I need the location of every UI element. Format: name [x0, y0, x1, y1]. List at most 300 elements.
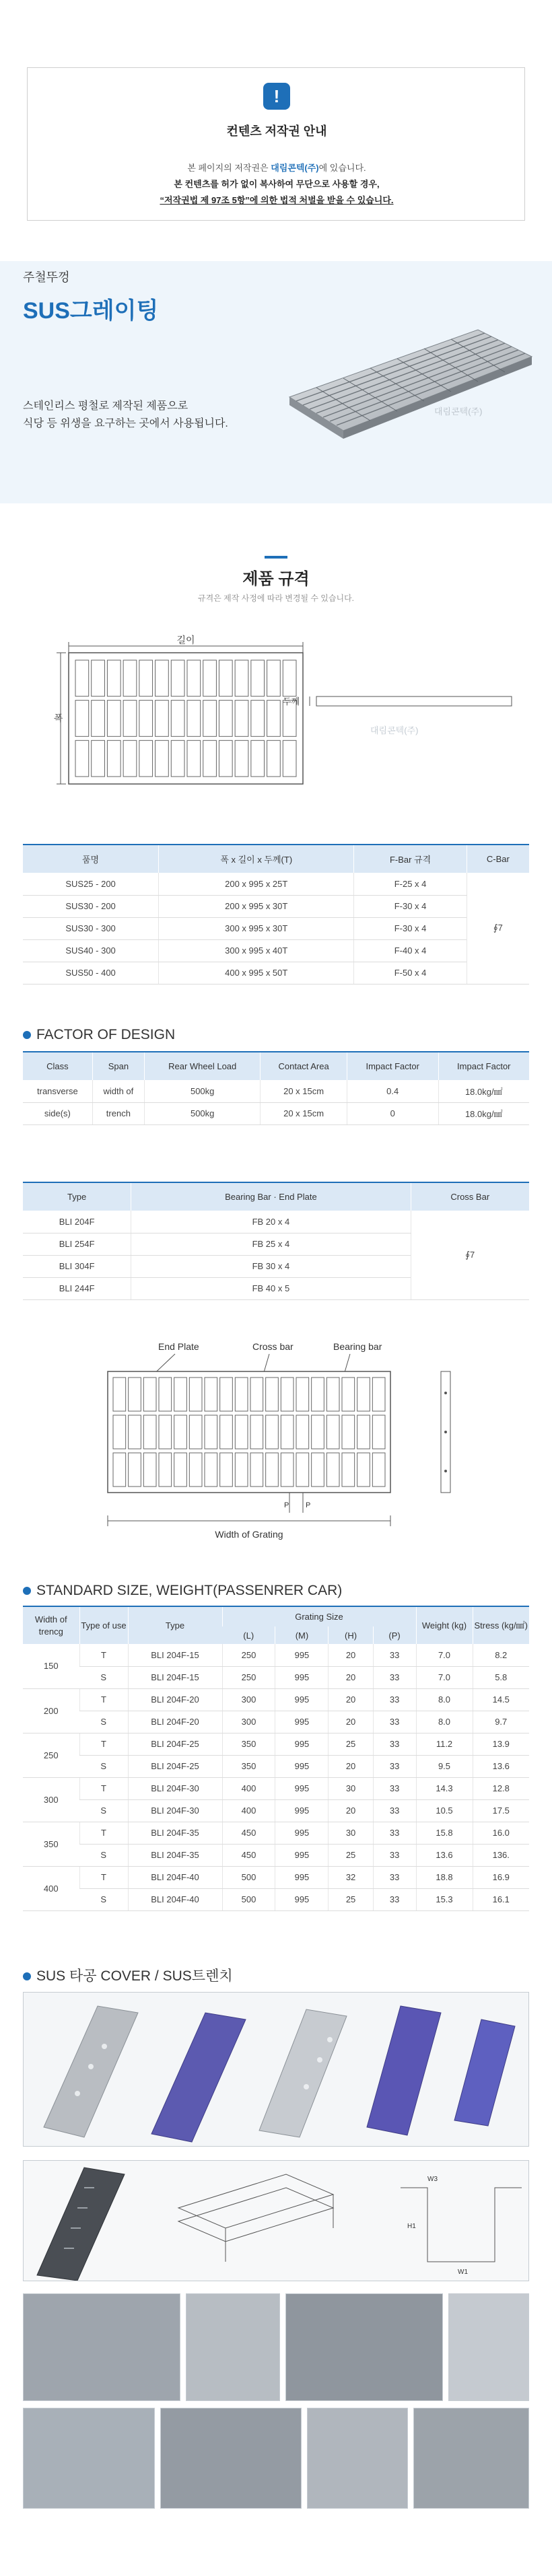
installation-photo-4: [448, 2293, 529, 2401]
table-cell: BLI 204F-15: [128, 1644, 222, 1666]
grating-slot: [312, 1453, 324, 1487]
installation-photo-5: [23, 2408, 155, 2509]
table-cell: BLI 204F-20: [128, 1688, 222, 1711]
grating-slot: [171, 660, 184, 696]
installation-photo-3: [285, 2293, 443, 2401]
grating-slot: [267, 701, 281, 737]
table-header-cell: 폭 x 길이 x 두께(T): [159, 845, 354, 873]
table-cell: 300 x 995 x 30T: [159, 917, 354, 939]
grating-slot: [159, 1453, 172, 1487]
hero-watermark: 대림콘텍(주): [434, 406, 483, 417]
table-row: [23, 1755, 529, 1777]
table-cell: 350: [222, 1755, 275, 1777]
table-cell: 8.0: [416, 1711, 473, 1733]
p-label-2: P: [306, 1501, 311, 1509]
table-cell: 250: [23, 1733, 79, 1777]
grating-slot: [250, 1415, 263, 1449]
table-header-cell: Impact Factor: [438, 1052, 529, 1080]
table-cell: BLI 204F-30: [128, 1799, 222, 1822]
grating-slot: [372, 1415, 385, 1449]
table-row: [23, 1733, 529, 1755]
table-cell: T: [79, 1688, 128, 1711]
grating-slot: [107, 740, 120, 777]
table-cell: 300: [23, 1777, 79, 1822]
table-header-cell: Rear Wheel Load: [145, 1052, 261, 1080]
table-row: [23, 1080, 529, 1102]
grating-slot: [75, 740, 89, 777]
grating-slot: [312, 1378, 324, 1411]
grating-slot: [219, 740, 232, 777]
table-cell: 15.8: [416, 1822, 473, 1844]
table-row: [23, 1777, 529, 1799]
table-cell: 25: [329, 1888, 373, 1910]
table-cell: F-30 x 4: [354, 895, 467, 917]
table-cell: 20: [329, 1711, 373, 1733]
grating-slot: [326, 1453, 339, 1487]
grating-slot: [281, 1415, 294, 1449]
table-cell: BLI 204F-40: [128, 1888, 222, 1910]
grating-slot: [92, 701, 105, 737]
grating-slot: [187, 701, 201, 737]
table-header-cell: (H): [329, 1626, 373, 1644]
grating-slot: [189, 1378, 202, 1411]
grating-slot: [219, 701, 232, 737]
grating-slot: [174, 1415, 187, 1449]
dim-h: H1: [407, 2223, 416, 2230]
grating-slot: [220, 1453, 233, 1487]
table-cell: 350: [23, 1822, 79, 1866]
table-cell: 18.0kg/㎟: [438, 1080, 529, 1102]
hero-desc-1: 스테인리스 평철로 제작된 제품으로: [23, 400, 188, 412]
table-header-cell: Class: [23, 1052, 92, 1080]
table-cell: 17.5: [473, 1799, 529, 1822]
grating-slot: [174, 1453, 187, 1487]
table-cell: BLI 204F-35: [128, 1822, 222, 1844]
grating-slot: [113, 1453, 126, 1487]
table-cell: 11.2: [416, 1733, 473, 1755]
grating-slot: [75, 701, 89, 737]
table-cell: 500: [222, 1888, 275, 1910]
table-cell: 136.: [473, 1844, 529, 1866]
table-cell: 20 x 15cm: [261, 1102, 347, 1124]
table-cell: 9.7: [473, 1711, 529, 1733]
grating-slot: [357, 1415, 370, 1449]
table-cell: S: [79, 1666, 128, 1688]
table-cell: 30: [329, 1777, 373, 1799]
table-cell: 16.9: [473, 1866, 529, 1888]
bullet-dot: [23, 1031, 31, 1039]
hero-title: SUS그레이팅: [23, 298, 159, 324]
grating-slot: [281, 1378, 294, 1411]
table-cell: 500: [222, 1866, 275, 1888]
table-cell: 14.3: [416, 1777, 473, 1799]
grating-slot: [357, 1453, 370, 1487]
grating-slot: [220, 1378, 233, 1411]
table-cell: 200 x 995 x 25T: [159, 873, 354, 895]
grating-slot: [129, 1415, 141, 1449]
table-row: [23, 1711, 529, 1733]
table-cell: 450: [222, 1844, 275, 1866]
table-cell: 995: [275, 1688, 329, 1711]
grating-slot: [203, 701, 217, 737]
grating-slot: [107, 701, 120, 737]
table-header-cell: Cross Bar: [411, 1182, 529, 1211]
table-cell: 33: [373, 1733, 416, 1755]
grating-slot: [326, 1378, 339, 1411]
table-cell: BLI 204F: [23, 1211, 131, 1233]
grating-slot: [123, 660, 137, 696]
table-cell: 500kg: [145, 1102, 261, 1124]
grating-slot: [357, 1378, 370, 1411]
grating-slot: [266, 1378, 279, 1411]
table-cell: T: [79, 1777, 128, 1799]
width-of-grating-label: Width of Grating: [215, 1529, 283, 1540]
grating-slot: [92, 660, 105, 696]
grating-slot: [75, 660, 89, 696]
grating-slot: [205, 1415, 217, 1449]
length-label: 길이: [176, 635, 195, 645]
table-cell: 7.0: [416, 1644, 473, 1666]
installation-photo-2: [186, 2293, 280, 2401]
grating-slot: [312, 1415, 324, 1449]
installation-photo-6: [160, 2408, 302, 2509]
grating-slot: [235, 740, 248, 777]
table-cell: 20: [329, 1688, 373, 1711]
standard-table: Width of trencg Type of use Type Grating Size Weight (kg) Stress (kg/㎟) (L) (M) (H) (P) 150 T BLI 204F-15 250 995 20 33 7.0 8.2 S BLI 204F-15 250 995 20 33 7.0 5.8 200 T BLI 204F-20 300 995 20 33 8.0 14.5 S BLI 204F-20 300 995 20 33 8.0 9.7 250 T BLI 204F-25 350 995 25 33 11.2 13.9 S BLI 204F-25 350 995 20 33 9.5 13.6 300 T BLI 204F-30 400 995 30 33 14.3 12.8 S BLI 204F-30 400 995 20 33 10.5 17.5 350 T BLI 204F-35 450 995 30 33 15.8 16.0 S BLI 204F-35 450 995 25 33 13.6 136. 400 T BLI 204F-40 500 995 32 33 18.8 16.9 S BLI 204F-40 500 995 25 33 15.3 16.1: [23, 1606, 529, 1911]
table-cell: 33: [373, 1666, 416, 1688]
table-cell: transverse: [23, 1080, 92, 1102]
grating-slot: [203, 660, 217, 696]
table-cell: 995: [275, 1844, 329, 1866]
grating-slot: [171, 740, 184, 777]
grating-slot: [250, 1453, 263, 1487]
grating-slot: [326, 1415, 339, 1449]
table-cell: 300 x 995 x 40T: [159, 939, 354, 962]
grating-slot: [267, 660, 281, 696]
copyright-notice: [27, 67, 525, 221]
grating-slot: [205, 1378, 217, 1411]
table-cell: SUS40 - 300: [23, 939, 159, 962]
grating-slot: [251, 701, 265, 737]
type-table: [23, 1182, 529, 1300]
grating-slot: [266, 1453, 279, 1487]
table-row: [23, 1844, 529, 1866]
section-bar: [265, 556, 287, 559]
table-cell: 995: [275, 1777, 329, 1799]
spec-table: [23, 844, 529, 985]
table-header-cell: C-Bar: [467, 845, 529, 873]
table-cell: BLI 304F: [23, 1255, 131, 1277]
grating-slot: [139, 701, 153, 737]
table-header-cell: (L): [222, 1626, 275, 1644]
table-cell: BLI 204F-20: [128, 1711, 222, 1733]
table-cell: S: [79, 1844, 128, 1866]
table-cell: BLI 204F-35: [128, 1844, 222, 1866]
grating-slot: [123, 740, 137, 777]
table-header-cell: Bearing Bar · End Plate: [131, 1182, 411, 1211]
table-cell: T: [79, 1733, 128, 1755]
hero-subtitle: 주철뚜껑: [23, 271, 70, 284]
grating-slot: [283, 660, 296, 696]
table-row: [23, 895, 529, 917]
grating-slot: [342, 1453, 355, 1487]
table-cell: FB 20 x 4: [131, 1211, 411, 1233]
table-cell: SUS50 - 400: [23, 962, 159, 984]
grating-slot: [129, 1453, 141, 1487]
grating-slot: [235, 660, 248, 696]
p-label-1: P: [284, 1501, 289, 1509]
table-row: [23, 873, 529, 895]
table-cell: 500kg: [145, 1080, 261, 1102]
grating-slot: [139, 660, 153, 696]
table-header-cell: 품명: [23, 845, 159, 873]
table-cell: 10.5: [416, 1799, 473, 1822]
table-header-cell: Type: [23, 1182, 131, 1211]
table-row: [23, 1688, 529, 1711]
table-cell: BLI 254F: [23, 1233, 131, 1255]
grating-slot: [296, 1453, 309, 1487]
table-cell: 33: [373, 1688, 416, 1711]
copyright-line3: “저작권법 제 97조 5항”에 의한 법적 처벌을 받을 수 있습니다.: [160, 195, 394, 205]
grating-slot: [251, 740, 265, 777]
table-cell: T: [79, 1644, 128, 1666]
table-cell: BLI 204F-25: [128, 1755, 222, 1777]
installation-photo-1: [23, 2293, 180, 2401]
grating-slot: [250, 1378, 263, 1411]
table-cell: 450: [222, 1822, 275, 1844]
table-cell: T: [79, 1866, 128, 1888]
table-cell: BLI 204F-40: [128, 1866, 222, 1888]
table-cell: 995: [275, 1822, 329, 1844]
table-cell: SUS30 - 300: [23, 917, 159, 939]
table-row: [23, 1102, 529, 1124]
table-header-cell: (M): [275, 1626, 329, 1644]
table-cell: 33: [373, 1822, 416, 1844]
grating-slot: [342, 1415, 355, 1449]
table-cell: 20: [329, 1755, 373, 1777]
table-cell: 20 x 15cm: [261, 1080, 347, 1102]
table-cell: 15.3: [416, 1888, 473, 1910]
table-cell: 250: [222, 1644, 275, 1666]
grating-slot: [189, 1453, 202, 1487]
grating-slot: [296, 1415, 309, 1449]
table-cell: 150: [23, 1644, 79, 1688]
table-cell: 13.9: [473, 1733, 529, 1755]
grating-slot: [159, 1378, 172, 1411]
table-cell: 33: [373, 1888, 416, 1910]
table-cell: 200 x 995 x 30T: [159, 895, 354, 917]
table-cell: 32: [329, 1866, 373, 1888]
cover-title: SUS 타공 COVER / SUS트렌치: [23, 1965, 233, 1985]
table-cell: 9.5: [416, 1755, 473, 1777]
width-label: 폭: [54, 713, 63, 723]
table-cell: 16.1: [473, 1888, 529, 1910]
table-cell: 33: [373, 1755, 416, 1777]
table-cell: T: [79, 1822, 128, 1844]
table-cell: 20: [329, 1644, 373, 1666]
installation-photo-8: [413, 2408, 529, 2509]
table-cell: width of: [92, 1080, 144, 1102]
table-cell: 400: [222, 1799, 275, 1822]
installation-photo-7: [307, 2408, 408, 2509]
thickness-label: 두께: [283, 696, 300, 707]
grating-slot: [203, 740, 217, 777]
table-row: [23, 962, 529, 984]
table-row: [23, 1799, 529, 1822]
table-cell: FB 25 x 4: [131, 1233, 411, 1255]
table-cell: SUS30 - 200: [23, 895, 159, 917]
table-cell: 13.6: [416, 1844, 473, 1866]
grating-slot: [156, 701, 169, 737]
grating-slot: [219, 660, 232, 696]
cross-bar-label: Cross bar: [252, 1341, 294, 1352]
table-cell: 8.2: [473, 1644, 529, 1666]
table-cell: 18.0kg/㎟: [438, 1102, 529, 1124]
table-cell: F-40 x 4: [354, 939, 467, 962]
table-cell: SUS25 - 200: [23, 873, 159, 895]
table-cell: 350: [222, 1733, 275, 1755]
grating-slot: [129, 1378, 141, 1411]
grating-slot: [235, 1453, 248, 1487]
table-cell: BLI 204F-25: [128, 1733, 222, 1755]
table-cell: 33: [373, 1799, 416, 1822]
grating-parts-drawing: [94, 1339, 471, 1548]
table-cell: F-50 x 4: [354, 962, 467, 984]
factor-title: FACTOR OF DESIGN: [23, 1027, 175, 1043]
table-cell: trench: [92, 1102, 144, 1124]
table-cell: 12.8: [473, 1777, 529, 1799]
grating-slot: [251, 660, 265, 696]
grating-slot: [187, 740, 201, 777]
table-cell: 7.0: [416, 1666, 473, 1688]
spec-drawing: [54, 633, 525, 801]
grating-slot: [372, 1378, 385, 1411]
table-cell: 995: [275, 1799, 329, 1822]
grating-slot: [174, 1378, 187, 1411]
dim-w1: W3: [427, 2176, 438, 2183]
bullet-dot: [23, 1972, 31, 1980]
bearing-bar-label: Bearing bar: [333, 1341, 382, 1352]
grating-slot: [143, 1378, 156, 1411]
table-cell: 995: [275, 1755, 329, 1777]
table-cell: 0.4: [347, 1080, 438, 1102]
table-header-cell: Span: [92, 1052, 144, 1080]
grating-slot: [159, 1415, 172, 1449]
table-cell: 200: [23, 1688, 79, 1733]
table-cell: 995: [275, 1866, 329, 1888]
table-header-cell: Contact Area: [261, 1052, 347, 1080]
grating-slot: [113, 1415, 126, 1449]
grating-slot: [139, 740, 153, 777]
table-row: [23, 1644, 529, 1666]
table-cell: FB 30 x 4: [131, 1255, 411, 1277]
table-cell: 995: [275, 1711, 329, 1733]
grating-slot: [123, 701, 137, 737]
table-cell: 33: [373, 1711, 416, 1733]
table-row: [23, 1866, 529, 1888]
table-cell: 995: [275, 1644, 329, 1666]
grating-slot: [156, 740, 169, 777]
grating-slot: [143, 1415, 156, 1449]
perforated-covers-photo: [23, 1992, 529, 2147]
table-cell: 25: [329, 1733, 373, 1755]
table-cell: 18.8: [416, 1866, 473, 1888]
end-plate-label: End Plate: [158, 1341, 199, 1352]
copyright-line2: 본 컨텐츠를 허가 없이 복사하여 무단으로 사용할 경우,: [174, 179, 380, 189]
hero-desc-2: 식당 등 위생을 요구하는 곳에서 사용됩니다.: [23, 418, 228, 429]
spec-title: 제품 규격: [242, 570, 310, 588]
table-cell: S: [79, 1711, 128, 1733]
table-cell: 995: [275, 1666, 329, 1688]
table-cell: 33: [373, 1866, 416, 1888]
table-cell: F-30 x 4: [354, 917, 467, 939]
table-cell: 400: [23, 1866, 79, 1910]
grating-slot: [187, 660, 201, 696]
table-cell: ∮7: [411, 1211, 529, 1299]
table-cell: 5.8: [473, 1666, 529, 1688]
grating-slot: [205, 1453, 217, 1487]
grating-slot: [372, 1453, 385, 1487]
alert-icon: !: [263, 83, 290, 110]
table-cell: 995: [275, 1733, 329, 1755]
table-cell: ∮7: [467, 873, 529, 984]
table-cell: 0: [347, 1102, 438, 1124]
table-cell: 25: [329, 1844, 373, 1866]
grating-slot: [156, 660, 169, 696]
table-row: [23, 1888, 529, 1910]
grating-slot: [235, 701, 248, 737]
table-cell: side(s): [23, 1102, 92, 1124]
copyright-line1: 본 페이지의 저작권은 대림콘텍(주)에 있습니다.: [187, 163, 366, 173]
table-cell: 400: [222, 1777, 275, 1799]
table-row: [23, 939, 529, 962]
table-row: [23, 917, 529, 939]
grating-slot: [281, 1453, 294, 1487]
grating-slot: [235, 1378, 248, 1411]
grating-slot: [171, 701, 184, 737]
table-row: [23, 1211, 529, 1233]
table-cell: S: [79, 1888, 128, 1910]
spec-subtitle: 규격은 제작 사정에 따라 변경될 수 있습니다.: [198, 594, 354, 603]
copyright-title: 컨텐츠 저작권 안내: [226, 124, 327, 138]
table-cell: F-25 x 4: [354, 873, 467, 895]
grating-slot: [235, 1415, 248, 1449]
grating-slot: [342, 1378, 355, 1411]
table-cell: 400 x 995 x 50T: [159, 962, 354, 984]
factor-table: [23, 1051, 529, 1125]
table-header-cell: Impact Factor: [347, 1052, 438, 1080]
grating-slot: [107, 660, 120, 696]
table-cell: 250: [222, 1666, 275, 1688]
table-header-cell: F-Bar 규격: [354, 845, 467, 873]
grating-slot: [266, 1415, 279, 1449]
table-cell: 995: [275, 1888, 329, 1910]
table-cell: 20: [329, 1666, 373, 1688]
table-cell: S: [79, 1755, 128, 1777]
grating-slot: [189, 1415, 202, 1449]
grating-slot: [283, 740, 296, 777]
table-cell: 14.5: [473, 1688, 529, 1711]
table-cell: 13.6: [473, 1755, 529, 1777]
table-row: [23, 1822, 529, 1844]
table-cell: 33: [373, 1777, 416, 1799]
table-cell: 20: [329, 1799, 373, 1822]
table-cell: S: [79, 1799, 128, 1822]
table-cell: BLI 204F-15: [128, 1666, 222, 1688]
table-cell: BLI 244F: [23, 1277, 131, 1299]
trench-drawing-photo: [23, 2160, 529, 2281]
table-row: [23, 1666, 529, 1688]
